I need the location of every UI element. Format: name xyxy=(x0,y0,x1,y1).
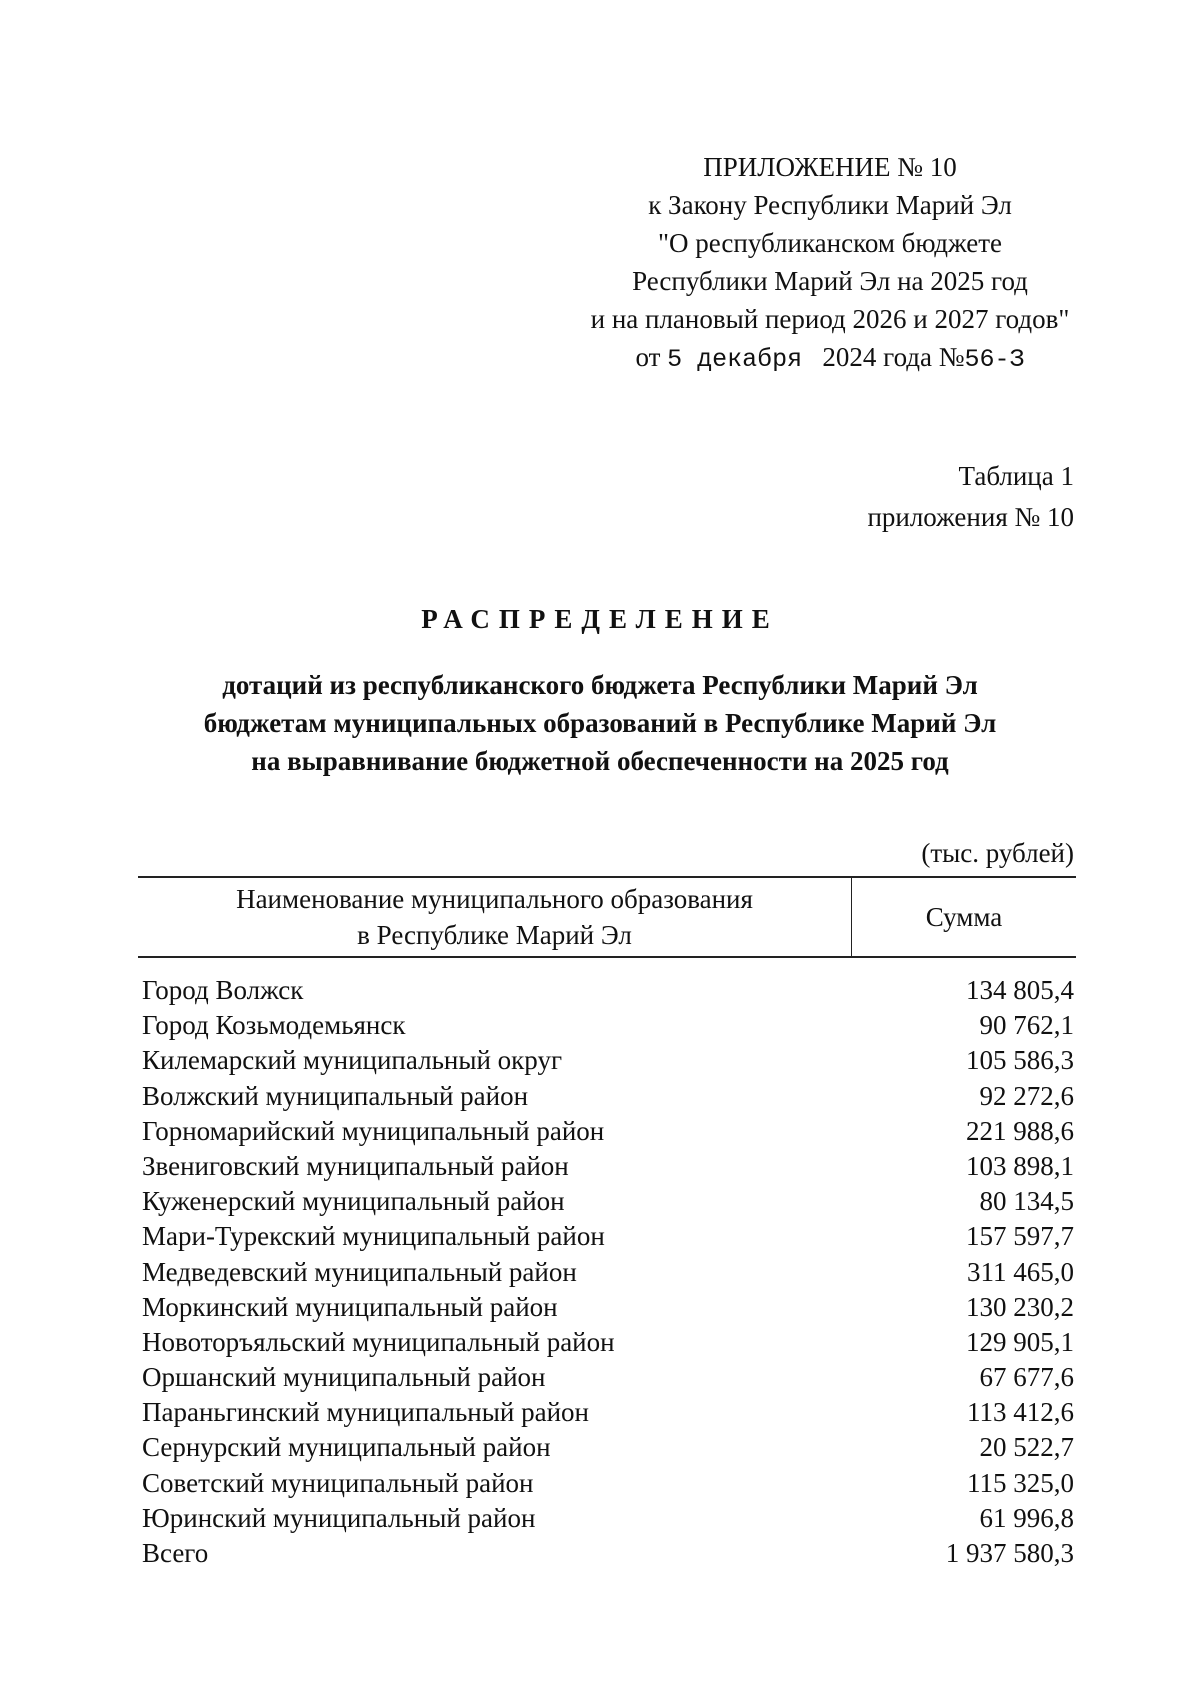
amount-value: 311 465,0 xyxy=(967,1256,1074,1287)
amount-value: 129 905,1 xyxy=(966,1326,1074,1357)
table-body xyxy=(142,973,1074,1571)
table-row xyxy=(142,1325,1074,1360)
amount-value: 113 412,6 xyxy=(967,1397,1074,1428)
document-subtitle xyxy=(0,666,1200,780)
municipality-name: Волжский муниципальный район xyxy=(142,1080,529,1111)
amount-value: 90 762,1 xyxy=(979,1010,1074,1041)
column-header-name-line-2: в Республике Марий Эл xyxy=(357,920,632,950)
table-row xyxy=(142,1149,1074,1184)
table-row xyxy=(142,1501,1074,1536)
municipality-name: Килемарский муниципальный округ xyxy=(142,1045,563,1076)
municipality-name: Звениговский муниципальный район xyxy=(142,1150,569,1181)
amount-value: 20 522,7 xyxy=(979,1432,1074,1463)
municipality-name: Мари-Турекский муниципальный район xyxy=(142,1221,605,1252)
table-header xyxy=(138,876,1076,958)
table-row xyxy=(142,1079,1074,1114)
number-sign: № xyxy=(938,342,965,372)
table-row xyxy=(142,1360,1074,1395)
table-number: Таблица 1 xyxy=(958,461,1074,491)
table-row xyxy=(142,1255,1074,1290)
subtitle-line-2: бюджетам муниципальных образований в Республике Марий Эл xyxy=(203,708,997,738)
amount-value: 134 805,4 xyxy=(966,975,1074,1005)
appendix-law-title-2: Республики Марий Эл на 2025 год xyxy=(632,266,1028,296)
municipality-name: Советский муниципальный район xyxy=(142,1467,534,1498)
municipality-name: Оршанский муниципальный район xyxy=(142,1362,546,1393)
municipality-name: Город Волжск xyxy=(142,975,304,1005)
municipality-name: Юринский муниципальный район xyxy=(142,1502,536,1533)
table-row xyxy=(142,1290,1074,1325)
table-row xyxy=(142,1219,1074,1254)
appendix-law-ref: к Закону Республики Марий Эл xyxy=(648,190,1012,220)
amount-value: 61 996,8 xyxy=(979,1502,1074,1533)
table-row xyxy=(142,1466,1074,1501)
municipality-name: Сернурский муниципальный район xyxy=(142,1432,551,1463)
table-row xyxy=(142,1043,1074,1078)
date-prefix: от xyxy=(635,342,661,372)
table-row xyxy=(142,973,1074,1008)
column-header-name-line-1: Наименование муниципального образования xyxy=(236,884,753,914)
table-row xyxy=(142,1114,1074,1149)
column-header-sum: Сумма xyxy=(925,901,1003,932)
law-number: 56-З xyxy=(964,345,1025,374)
table-row xyxy=(142,1184,1074,1219)
subtitle-line-3: на выравнивание бюджетной обеспеченности на 2025 год xyxy=(251,746,949,776)
appendix-law-title-3: и на плановый период 2026 и 2027 годов" xyxy=(590,304,1070,334)
amount-value: 103 898,1 xyxy=(966,1150,1074,1181)
date-day-month: 5 декабря xyxy=(667,345,803,374)
amount-value: 92 272,6 xyxy=(979,1080,1074,1111)
municipality-name: Новоторъяльский муниципальный район xyxy=(142,1326,615,1357)
municipality-name: Моркинский муниципальный район xyxy=(142,1291,558,1322)
units-label: (тыс. рублей) xyxy=(921,838,1074,868)
municipality-name: Параньгинский муниципальный район xyxy=(142,1397,589,1428)
amount-value: 67 677,6 xyxy=(979,1362,1074,1393)
table-reference xyxy=(867,456,1074,538)
appendix-law-title-1: "О республиканском бюджете xyxy=(657,228,1003,258)
amount-value: 80 134,5 xyxy=(979,1186,1074,1217)
appendix-number: ПРИЛОЖЕНИЕ № 10 xyxy=(703,152,957,182)
municipality-name: Всего xyxy=(142,1538,209,1568)
amount-value: 115 325,0 xyxy=(967,1467,1074,1498)
municipality-name: Город Козьмодемьянск xyxy=(142,1010,406,1041)
date-year: 2024 года xyxy=(822,342,933,372)
subtitle-line-1: дотаций из республиканского бюджета Республики Марий Эл xyxy=(222,670,978,700)
amount-value: 130 230,2 xyxy=(966,1291,1074,1322)
municipality-name: Куженерский муниципальный район xyxy=(142,1186,565,1217)
amount-value: 1 937 580,3 xyxy=(945,1538,1074,1568)
table-row-total xyxy=(142,1536,1074,1571)
document-title: РАСПРЕДЕЛЕНИЕ xyxy=(421,604,779,634)
table-row xyxy=(142,1395,1074,1430)
table-row xyxy=(142,1008,1074,1043)
municipality-name: Горномарийский муниципальный район xyxy=(142,1115,605,1146)
table-row xyxy=(142,1430,1074,1465)
appendix-header xyxy=(560,148,1100,379)
table-appendix-ref: приложения № 10 xyxy=(867,502,1074,532)
appendix-date-line xyxy=(560,338,1100,379)
municipality-name: Медведевский муниципальный район xyxy=(142,1256,577,1287)
column-header-name xyxy=(138,878,852,956)
amount-value: 105 586,3 xyxy=(966,1045,1074,1076)
amount-value: 221 988,6 xyxy=(966,1115,1074,1146)
amount-value: 157 597,7 xyxy=(966,1221,1074,1252)
